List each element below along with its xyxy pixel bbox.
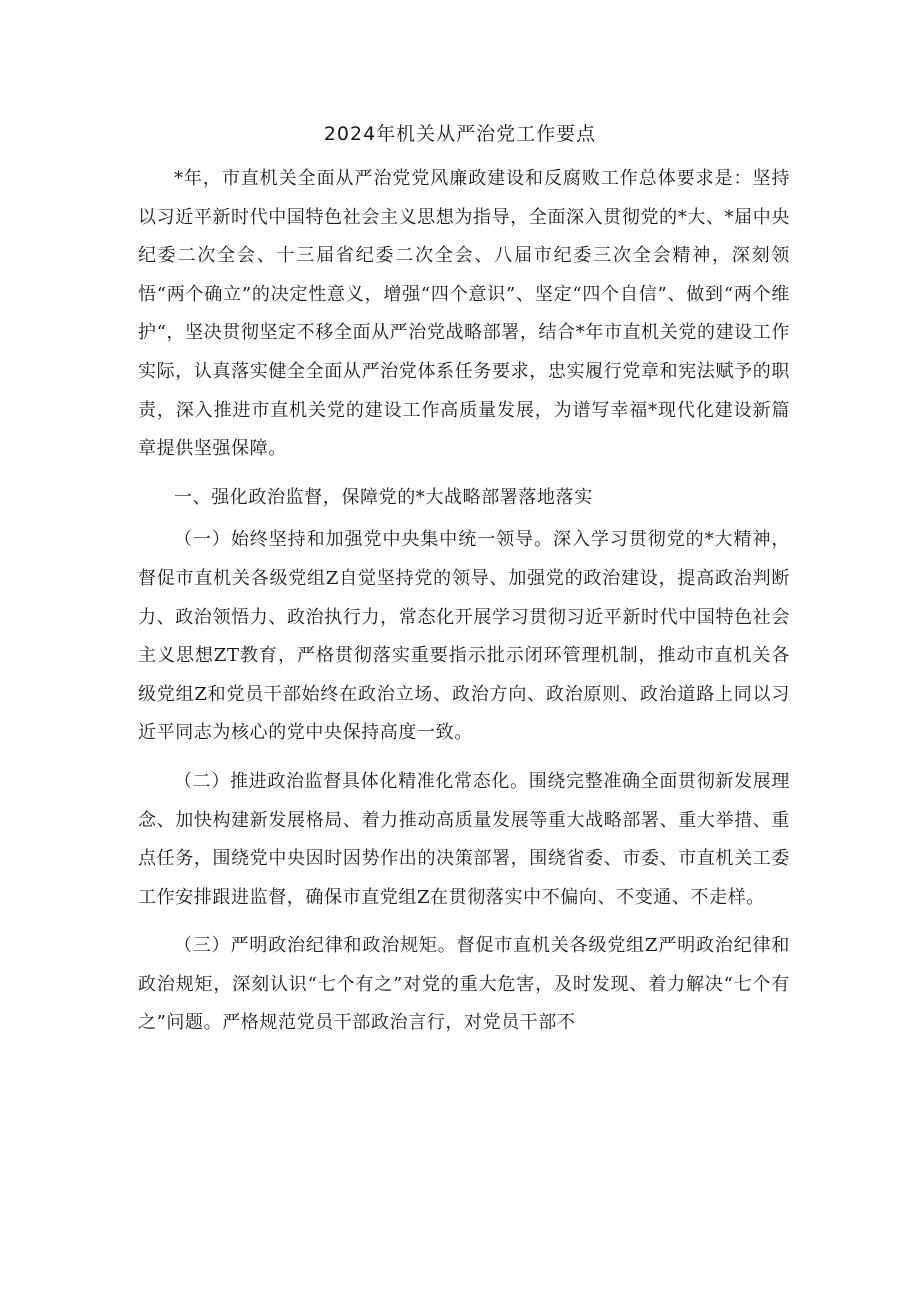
section-heading-1: 一、强化政治监督，保障党的*大战略部署落地落实 (174, 486, 593, 508)
paragraph-intro: *年，市直机关全面从严治党党风廉政建设和反腐败工作总体要求是：坚持以习近平新时代中国特色社会主义思想为指导，全面深入贯彻党的*大、*届中央纪委二次全会、十三届省纪委二次全会、八届市纪委三次全会精神，深刻领悟“两个确立”的决定性意义，增强“四个意识”、坚定“四个自信”、做到“两个维护“，坚决贯彻坚定不移全面从严治党战略部署，结合*年市直机关党的建设工作实际，认真落实健全全面从严治党体系任务要求，忠实履行党章和宪法赋予的职责，深入推进市直机关党的建设工作高质量发展，为谱写幸福*现代化建设新篇章提供坚强保障。 (138, 168, 790, 460)
paragraph-item-2: （二）推进政治监督具体化精准化常态化。围绕完整准确全面贯彻新发展理念、加快构建新发展格局、着力推动高质量发展等重大战略部署、重大举措、重点任务，围绕党中央因时因势作出的决策部署，围绕省委、市委、市直机关工委工作安排跟进监督，确保市直党组Z在贯彻落实中不偏向、不变通、不走样。 (138, 770, 790, 908)
paragraph-item-1: （一）始终坚持和加强党中央集中统一领导。深入学习贯彻党的*大精神，督促市直机关各级党组Z自觉坚持党的领导、加强党的政治建设，提高政治判断力、政治领悟力、政治执行力，常态化开展学习贯彻习近平新时代中国特色社会主义思想ZT教育，严格贯彻落实重要指示批示闭环管理机制，推动市直机关各级党组Z和党员干部始终在政治立场、政治方向、政治原则、政治道路上同以习近平同志为核心的党中央保持高度一致。 (138, 529, 790, 744)
document-title: 2024年机关从严治党工作要点 (323, 123, 597, 145)
document-body (138, 160, 790, 1049)
paragraph-item-3: （三）严明政治纪律和政治规矩。督促市直机关各级党组Z严明政治纪律和政治规矩，深刻认识“七个有之”对党的重大危害，及时发现、着力解决“七个有之”问题。严格规范党员干部政治言行，对党员干部不 (138, 935, 790, 1034)
